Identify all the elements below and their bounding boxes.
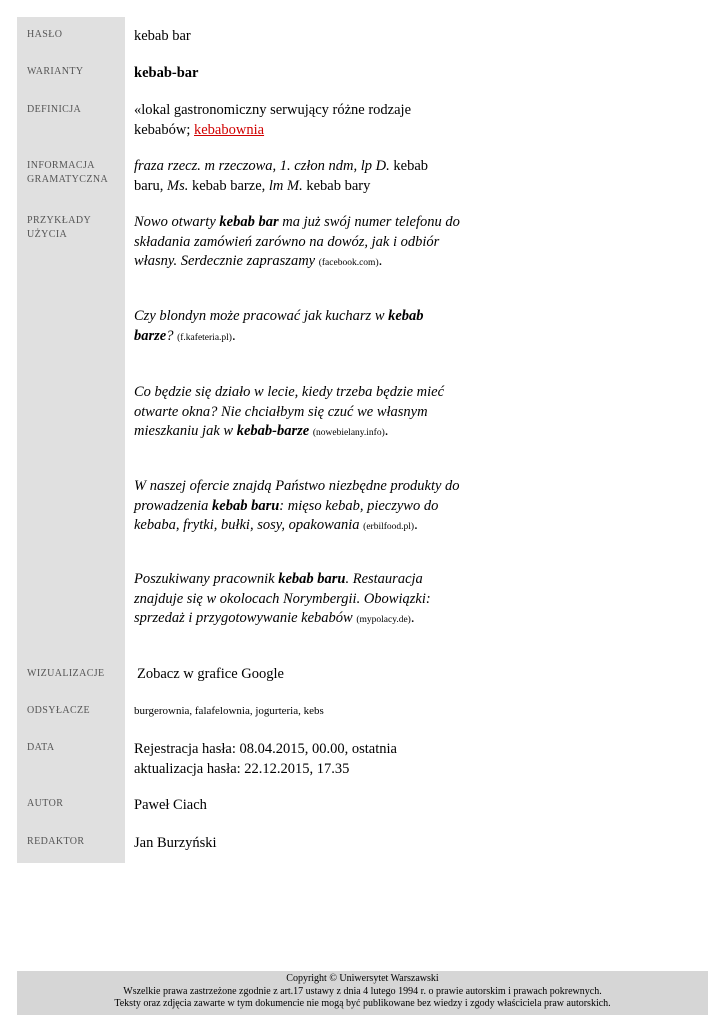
example-keyword: kebab bar [219, 214, 279, 230]
example-text: W naszej ofercie znajdą Państwo niezbędne produkty do [134, 478, 460, 494]
label-data: DATA [27, 742, 55, 753]
definition-link[interactable]: kebabownia [194, 121, 265, 138]
label-warianty: WARIANTY [27, 66, 84, 77]
example-text: ma już swój numer telefonu do [278, 214, 460, 230]
example-keyword: kebab [388, 308, 424, 324]
example-3: Co będzie się działo w lecie, kiedy trzeba będzie mieć otwarte okna? Nie chciałbym się czuć we własnym mieszkaniu jak w kebab-barze (nowebielany.info). [134, 384, 445, 439]
example-text: sprzedaż i przygotowywanie kebabów [134, 610, 353, 626]
grammar-italic-lm: lm M. [268, 177, 303, 194]
example-source: (facebook.com) [318, 258, 379, 268]
example-text: Nowo otwarty [134, 214, 220, 230]
label-definicja: DEFINICJA [27, 104, 82, 115]
label-informacja-line2: GRAMATYCZNA [27, 174, 109, 185]
grammar-line-1 [134, 157, 428, 177]
label-autor: AUTOR [27, 798, 64, 809]
grammar-line-2 [134, 177, 428, 197]
author: Paweł Ciach [134, 797, 207, 813]
example-source: (nowebielany.info) [312, 428, 385, 438]
registration-date: Rejestracja hasła: 08.04.2015, 00.00, ostatnia [134, 741, 397, 757]
example-text: Czy blondyn może pracować jak kucharz w [134, 308, 389, 324]
example-text: Co będzie się działo w lecie, kiedy trzeba będzie mieć [134, 384, 445, 400]
grammar-text-2c: kebab bary [302, 177, 371, 194]
example-text: : mięso kebab, pieczywo do [279, 497, 439, 514]
cross-references: burgerownia, falafelownia, jogurteria, kebs [134, 705, 324, 717]
label-informacja-line1: INFORMACJA [27, 160, 95, 171]
example-keyword: kebab baru [278, 571, 346, 587]
footer-copyright: Copyright © Uniwersytet Warszawski [286, 973, 439, 984]
label-przyklady-line1: PRZYKŁADY [27, 215, 92, 226]
example-source: (mypolacy.de) [356, 615, 411, 625]
grammar-italic-ms: Ms. [167, 177, 189, 194]
editor: Jan Burzyński [134, 835, 217, 851]
example-text: prowadzenia [134, 497, 213, 514]
dates [134, 740, 397, 779]
label-wizualizacje: WIZUALIZACJE [27, 668, 105, 679]
example-source: (f.kafeteria.pl) [177, 332, 232, 343]
example-1: Nowo otwarty kebab bar ma już swój numer telefonu do składania zamówień zarówno na dowóz, jak i odbiór własny. Serdecznie zapraszamy (facebook.com). [134, 214, 460, 269]
example-text: składania zamówień zarówno na dowóz, jak i odbiór [134, 233, 440, 250]
footer-rights: Wszelkie prawa zastrzeżone zgodnie z art.17 ustawy z dnia 4 lutego 1994 r. o prawie autorskim i prawach pokrewnych. [123, 985, 602, 997]
grammar-italic-1: fraza rzecz. m rzeczowa, 1. człon ndm, lp D. [134, 158, 390, 174]
grammar-text-2b: kebab barze, [188, 177, 269, 194]
variant: kebab-bar [134, 65, 199, 81]
example-text: znajduje się w okolocach Norymbergii. Obowiązki: [134, 590, 431, 607]
example-2: Czy blondyn może pracować jak kucharz w kebab barze? (f.kafeteria.pl). [134, 308, 424, 344]
update-date: aktualizacja hasła: 22.12.2015, 17.35 [134, 760, 350, 777]
example-text: kebaba, frytki, bułki, sosy, opakowania [134, 517, 360, 533]
headword: kebab bar [134, 28, 191, 44]
example-text: własny. Serdecznie zapraszamy [134, 253, 316, 269]
example-text: otwarte okna? Nie chciałbym się czuć we własnym [134, 403, 428, 420]
grammar-text-2a: baru, [134, 177, 168, 194]
example-text: mieszkaniu jak w [134, 423, 237, 439]
label-column [17, 17, 125, 863]
example-4: W naszej ofercie znajdą Państwo niezbędne produkty do prowadzenia kebab baru: mięso kebab, pieczywo do kebaba, frytki, bułki, sosy, opakowania (erbilfood.pl). [134, 478, 460, 533]
footer-notice: Teksty oraz zdjęcia zawarte w tym dokumencie nie mogą być publikowane bez wiedzy i zgody właściciela praw autorskich. [114, 998, 611, 1009]
label-przyklady-line2: UŻYCIA [27, 229, 68, 240]
label-przyklady [27, 214, 91, 242]
label-redaktor: REDAKTOR [27, 836, 85, 847]
example-5: Poszukiwany pracownik kebab baru. Restauracja znajduje się w okolocach Norymbergii. Obowiązki: sprzedaż i przygotowywanie kebabów (mypolacy.de). [134, 571, 431, 626]
label-odsylacze: ODSYŁACZE [27, 705, 91, 716]
grammar-info [134, 157, 428, 196]
example-keyword: kebab baru [212, 497, 280, 514]
definition-text: «lokal gastronomiczny serwujący różne rodzaje kebabów; [134, 102, 412, 138]
example-text: ? [166, 327, 178, 344]
grammar-text-1: kebab [389, 158, 429, 174]
example-text: Poszukiwany pracownik [134, 571, 279, 587]
google-images-link[interactable]: Zobacz w grafice Google [137, 666, 284, 682]
example-text: . Restauracja [345, 571, 423, 587]
copyright-footer [17, 971, 708, 1015]
example-keyword: barze [134, 327, 167, 344]
example-keyword: kebab-barze [236, 423, 310, 439]
label-haslo: HASŁO [27, 29, 63, 40]
example-source: (erbilfood.pl) [363, 522, 415, 532]
label-informacja [27, 159, 108, 187]
definition [134, 101, 434, 140]
